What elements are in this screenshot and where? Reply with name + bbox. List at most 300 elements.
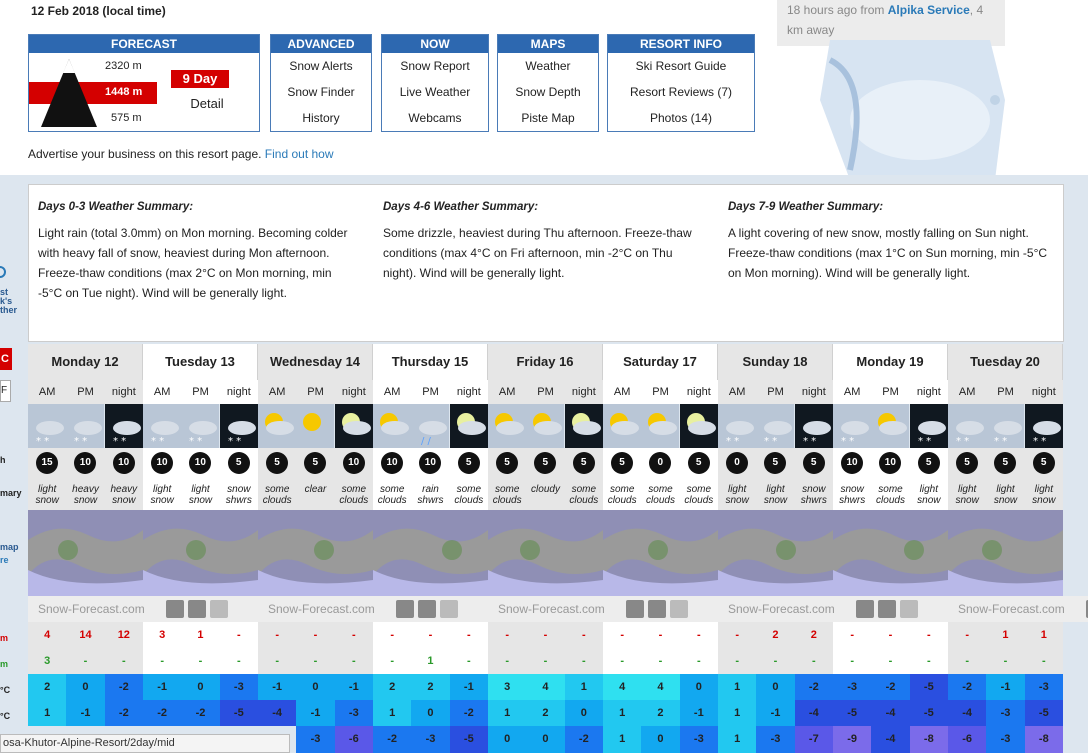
nine-day-button[interactable]: 9 Day [171,70,229,88]
max-temp-cell: -2 [795,674,833,700]
time-slot: AM [948,380,986,404]
wind-cell [220,448,258,482]
rain-cell: - [335,622,373,648]
weather-icon [143,404,181,448]
summary-text-2: A light covering of new snow, mostly falling on Sun night. Freeze-thaw conditions (max 1°C on Sun morning, min -5°C on Mon morning). Wind will be generally light. [728,226,1048,280]
chill-temp-cell: -5 [450,726,488,753]
snow-depth-link[interactable]: Snow Depth [515,85,581,99]
summary-text-1: Some drizzle, heaviest during Thu afternoon. Freeze-thaw conditions (max 4°C on Fri afternoon, min -2°C on Thu night). Wind will be generally light. [383,226,692,280]
weather-icon [910,404,948,448]
wind-speed-icon: 5 [688,452,710,474]
min-temp-cell: 1 [718,700,756,726]
rain-cell: 3 [143,622,181,648]
weather-icon [258,404,296,448]
snow-finder-link[interactable]: Snow Finder [287,85,355,99]
elevation-bottom[interactable]: 575 m [111,112,142,124]
min-temp-cell: -4 [795,700,833,726]
rain-cell: - [680,622,718,648]
max-temp-cell: -1 [258,674,296,700]
rain-cell: - [488,622,526,648]
weather-summary-cell: some clouds [488,482,526,510]
weather-icon [411,404,449,448]
forecast-box[interactable] [28,34,260,132]
weather-icon [603,404,641,448]
snow-cell: - [948,648,986,674]
time-slot: AM [488,380,526,404]
weather-summary-box [28,184,1064,342]
wind-cell [948,448,986,482]
weather-icon [66,404,104,448]
max-temp-cell: -1 [143,674,181,700]
weather-icon [986,404,1024,448]
weather-summary-cell: snow shwrs [795,482,833,510]
snow-map-thumbnail[interactable] [28,510,143,596]
weather-map-link[interactable]: Weather [525,59,571,73]
map-snow-icon[interactable] [210,600,228,618]
rain-cell: 12 [105,622,143,648]
find-out-how-link[interactable]: Find out how [264,147,334,161]
map-row-label2[interactable]: re [0,555,9,565]
wind-cell [718,448,756,482]
resort-reviews-link[interactable]: Resort Reviews (7) [629,85,733,99]
wind-cell [411,448,449,482]
min-temp-cell: -5 [833,700,871,726]
elevation-top[interactable]: 2320 m [105,60,142,72]
wind-cell [373,448,411,482]
weather-icon [871,404,909,448]
map-brand: Snow-Forecast.com [498,602,605,616]
wind-cell [105,448,143,482]
wind-speed-icon: 5 [764,452,786,474]
max-temp-cell: 4 [641,674,679,700]
weather-summary-cell: heavy snow [66,482,104,510]
map-fullscreen-icon[interactable] [856,600,874,618]
wind-speed-icon: 5 [803,452,825,474]
svg-text:* *: * * [151,436,165,447]
svg-text:* *: * * [917,436,931,447]
time-slot: AM [143,380,181,404]
svg-text:* *: * * [112,436,126,447]
snow-map-thumbnail[interactable] [258,510,373,596]
min-temp-cell: -2 [143,700,181,726]
time-slot: PM [756,380,794,404]
chill-temp-cell: -3 [411,726,449,753]
wind-speed-icon: 10 [189,452,211,474]
history-link[interactable]: History [302,111,340,125]
svg-text:* *: * * [227,436,241,447]
weather-icon [1025,404,1063,448]
max-temp-cell: -5 [910,674,948,700]
resort-info-box [607,34,755,132]
mountain-icon [39,57,99,129]
min-temp-cell: 2 [641,700,679,726]
weather-summary-cell: cloudy [526,482,564,510]
live-weather-link[interactable]: Live Weather [399,85,471,99]
max-temp-cell: -1 [335,674,373,700]
resort-info-title: RESORT INFO [608,35,754,53]
max-temp-cell: -2 [948,674,986,700]
chill-temp-cell: -3 [986,726,1024,753]
snow-row-label: m [0,659,9,669]
ski-resort-guide-link[interactable]: Ski Resort Guide [635,59,727,73]
max-temp-cell: -1 [450,674,488,700]
chill-temp-cell: -8 [1025,726,1063,753]
map-footer [718,596,948,622]
snow-map-thumbnail[interactable] [833,510,948,596]
map-snow-icon[interactable] [900,600,918,618]
chill-temp-cell: -7 [795,726,833,753]
left-label-week2[interactable]: k's [0,296,13,306]
wind-speed-icon: 0 [649,452,671,474]
left-label-week3[interactable]: ther [0,305,18,315]
weather-summary-cell: snow shwrs [833,482,871,510]
rain-cell: 2 [795,622,833,648]
time-slot: PM [986,380,1024,404]
maps-box [497,34,599,132]
min-temp-cell: 0 [411,700,449,726]
map-animate-icon[interactable] [188,600,206,618]
time-slot: AM [258,380,296,404]
weather-summary-cell: some clouds [335,482,373,510]
wind-cell [258,448,296,482]
time-slot: night [450,380,488,404]
snow-cell: - [986,648,1024,674]
map-fullscreen-icon[interactable] [166,600,184,618]
wind-cell [526,448,564,482]
wind-cell [603,448,641,482]
rain-cell: - [948,622,986,648]
time-slot: PM [871,380,909,404]
snow-cell: - [181,648,219,674]
map-fullscreen-icon[interactable] [626,600,644,618]
rain-cell: - [411,622,449,648]
wind-speed-icon: 5 [228,452,250,474]
max-temp-cell: 4 [526,674,564,700]
time-slot: night [565,380,603,404]
weather-icon [680,404,718,448]
snow-alerts-link[interactable]: Snow Alerts [289,59,353,73]
wind-speed-icon: 10 [343,452,365,474]
wind-speed-icon: 5 [1033,452,1055,474]
weather-icon [335,404,373,448]
max-temp-cell: 2 [28,674,66,700]
local-date: 12 Feb 2018 (local time) [31,4,166,18]
map-brand: Snow-Forecast.com [268,602,375,616]
map-footer [28,596,258,622]
max-temp-cell: 0 [66,674,104,700]
rain-cell: - [871,622,909,648]
wind-cell [450,448,488,482]
wind-speed-icon: 5 [304,452,326,474]
snow-cell: - [910,648,948,674]
map-animate-icon[interactable] [648,600,666,618]
rain-cell: 4 [28,622,66,648]
rain-cell: 1 [181,622,219,648]
weather-summary-cell: light snow [910,482,948,510]
wind-speed-icon: 10 [151,452,173,474]
source-distance: , 4 km away [787,3,984,37]
min-temp-cell: -2 [181,700,219,726]
map-brand: Snow-Forecast.com [38,602,145,616]
weather-icon [718,404,756,448]
min-temp-cell: -4 [258,700,296,726]
min-temp-cell: -2 [450,700,488,726]
time-slot: PM [411,380,449,404]
time-slot: night [220,380,258,404]
summary-days-4-6 [383,197,703,283]
min-temp-cell: -1 [296,700,334,726]
chill-temp-cell: -6 [948,726,986,753]
left-label-week[interactable]: st [0,287,9,297]
time-slot: PM [641,380,679,404]
rain-row-label: m [0,633,9,643]
map-fullscreen-icon[interactable] [396,600,414,618]
map-snow-icon[interactable] [670,600,688,618]
rain-cell: - [565,622,603,648]
weather-summary-cell: light snow [181,482,219,510]
weather-icon [526,404,564,448]
snow-map-thumbnail[interactable] [948,510,1063,596]
min-temp-cell: -1 [66,700,104,726]
snow-cell: - [680,648,718,674]
wind-cell [795,448,833,482]
chill-temp-cell: -2 [373,726,411,753]
wind-cell [756,448,794,482]
time-slot: PM [296,380,334,404]
maps-title: MAPS [498,35,598,53]
wind-speed-icon: 10 [113,452,135,474]
weather-summary-cell: light snow [986,482,1024,510]
min-temp-cell: 1 [28,700,66,726]
snow-cell: - [335,648,373,674]
summary-title-1: Days 4-6 Weather Summary: [383,201,539,213]
wind-cell [1025,448,1063,482]
rain-cell: 1 [1025,622,1063,648]
map-snow-icon[interactable] [440,600,458,618]
summary-days-0-3 [38,197,358,303]
weather-summary-cell: rain shwrs [411,482,449,510]
snow-cell: - [105,648,143,674]
advertise-line [28,147,334,161]
max-temp-cell: 1 [565,674,603,700]
partial-circle-icon [0,265,6,279]
svg-text:* *: * * [841,436,855,447]
map-animate-icon[interactable] [878,600,896,618]
elevation-mid[interactable]: 1448 m [105,86,143,98]
day-header: Saturday 17 [603,344,718,380]
piste-map-link[interactable]: Piste Map [521,111,575,125]
weather-summary-cell: some clouds [603,482,641,510]
svg-text:* *: * * [956,436,970,447]
weather-summary-cell: some clouds [450,482,488,510]
snow-map-thumbnail[interactable] [373,510,488,596]
weather-summary-cell: some clouds [373,482,411,510]
chill-temp-cell: -6 [335,726,373,753]
photos-link[interactable]: Photos (14) [649,111,713,125]
snow-cell: - [1025,648,1063,674]
wind-speed-icon: 15 [36,452,58,474]
min-temp-cell: -4 [948,700,986,726]
time-slot: PM [526,380,564,404]
weather-summary-cell: some clouds [565,482,603,510]
advanced-title: ADVANCED [271,35,371,53]
snow-cell: - [220,648,258,674]
day-header: Monday 19 [833,344,948,380]
weather-icon [641,404,679,448]
min-temp-cell: -5 [220,700,258,726]
time-slot: night [335,380,373,404]
chill-temp-cell: -3 [296,726,334,753]
svg-text:* *: * * [802,436,816,447]
wind-cell [335,448,373,482]
snow-cell: - [603,648,641,674]
day-header: Monday 12 [28,344,143,380]
day-header: Tuesday 20 [948,344,1063,380]
svg-text:* *: * * [1032,436,1046,447]
rain-cell: 2 [756,622,794,648]
weather-summary-cell: some clouds [680,482,718,510]
max-temp-cell: 2 [411,674,449,700]
rain-cell: - [603,622,641,648]
wind-cell [66,448,104,482]
min-temp-cell: 1 [488,700,526,726]
snow-cell: - [756,648,794,674]
min-temp-cell: -3 [335,700,373,726]
wind-cell [181,448,219,482]
rain-cell: - [641,622,679,648]
snow-map-thumbnail[interactable] [603,510,718,596]
wind-speed-icon: 5 [956,452,978,474]
rain-cell: 14 [66,622,104,648]
day-header: Wednesday 14 [258,344,373,380]
svg-text:* *: * * [994,436,1008,447]
rain-cell: - [296,622,334,648]
summary-title-0: Days 0-3 Weather Summary: [38,201,194,213]
snow-cell: 3 [28,648,66,674]
min-temp-cell: -5 [1025,700,1063,726]
wind-cell [565,448,603,482]
day-header: Thursday 15 [373,344,488,380]
min-temp-cell: -5 [910,700,948,726]
min-temp-cell: -3 [986,700,1024,726]
now-title: NOW [382,35,488,53]
wind-cell [488,448,526,482]
wind-speed-icon: 10 [419,452,441,474]
time-slot: AM [833,380,871,404]
day-header: Tuesday 13 [143,344,258,380]
weather-summary-cell: light snow [143,482,181,510]
max-temp-cell: 0 [181,674,219,700]
weather-icon [565,404,603,448]
chill-temp-cell: -3 [680,726,718,753]
max-temp-cell: -3 [220,674,258,700]
snow-cell: 1 [411,648,449,674]
weather-icon [181,404,219,448]
weather-summary-cell: some clouds [641,482,679,510]
max-temp-cell: -1 [986,674,1024,700]
max-temp-cell: -2 [105,674,143,700]
time-slot: AM [28,380,66,404]
map-animate-icon[interactable] [418,600,436,618]
wind-cell [641,448,679,482]
weather-summary-cell: light snow [1025,482,1063,510]
wind-cell [833,448,871,482]
weather-summary-cell: some clouds [871,482,909,510]
rain-cell: - [718,622,756,648]
webcams-link[interactable]: Webcams [408,111,462,125]
fahrenheit-toggle[interactable]: F [0,380,11,402]
wind-speed-icon: 0 [726,452,748,474]
status-bar-url: osa-Khutor-Alpine-Resort/2day/mid [0,734,290,753]
snow-cell: - [373,648,411,674]
min-temp-cell: 2 [526,700,564,726]
svg-text:/ /: / / [421,436,432,447]
summary-row-label: mary [0,488,22,498]
celsius-toggle[interactable]: C [0,348,12,370]
min-row-label: °C [0,711,11,721]
svg-text:* *: * * [74,436,88,447]
wind-cell [910,448,948,482]
weather-summary-cell: light snow [948,482,986,510]
max-temp-cell: -3 [1025,674,1063,700]
min-temp-cell: 1 [603,700,641,726]
map-row-label[interactable]: map [0,542,19,552]
max-row-label: °C [0,685,11,695]
time-slot: AM [603,380,641,404]
rain-cell: - [220,622,258,648]
min-temp-cell: -4 [871,700,909,726]
snow-cell: - [258,648,296,674]
time-slot: night [910,380,948,404]
wind-speed-icon: 10 [74,452,96,474]
svg-text:* *: * * [189,436,203,447]
wind-speed-icon: 10 [879,452,901,474]
map-footer [488,596,718,622]
summary-days-7-9 [728,197,1048,283]
chill-temp-cell: -9 [833,726,871,753]
wind-cell [296,448,334,482]
weather-summary-cell: clear [296,482,334,510]
snow-map-thumbnail[interactable] [143,510,258,596]
wind-cell [680,448,718,482]
wind-speed-icon: 10 [381,452,403,474]
snow-map-thumbnail[interactable] [718,510,833,596]
map-footer [258,596,488,622]
time-slot: AM [718,380,756,404]
chill-temp-cell: 1 [603,726,641,753]
time-slot: night [1025,380,1063,404]
chill-temp-cell: -3 [756,726,794,753]
chill-temp-cell: -4 [871,726,909,753]
weather-summary-cell: light snow [718,482,756,510]
weather-icon [833,404,871,448]
min-temp-cell: 1 [373,700,411,726]
wind-row-label: h [0,455,6,465]
detail-link[interactable]: Detail [190,96,224,111]
wind-speed-icon: 5 [458,452,480,474]
source-link[interactable]: Alpika Service [887,3,970,17]
snow-cell: - [526,648,564,674]
time-slot: night [795,380,833,404]
now-box [381,34,489,132]
wind-speed-icon: 5 [994,452,1016,474]
snow-report-link[interactable]: Snow Report [400,59,470,73]
advanced-box [270,34,372,132]
min-temp-cell: 0 [565,700,603,726]
snow-map-thumbnail[interactable] [488,510,603,596]
snow-cell: - [565,648,603,674]
weather-icon [220,404,258,448]
